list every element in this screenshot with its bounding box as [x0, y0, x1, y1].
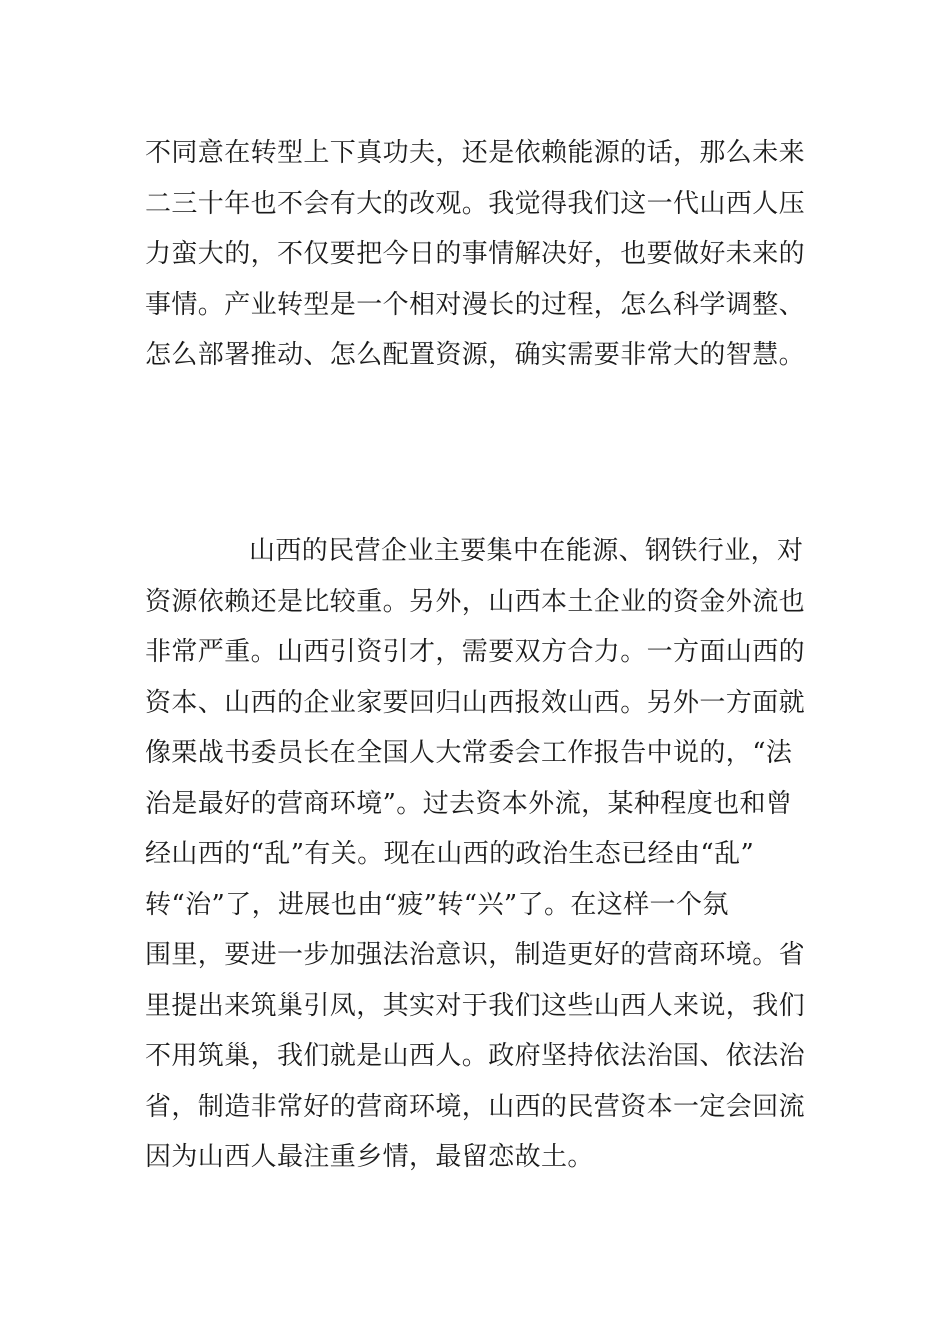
paragraph-line: 里提出来筑巢引凤，其实对于我们这些山西人来说，我们	[145, 990, 806, 1021]
paragraph-line: 像栗战书委员长在全国人大常委会工作报告中说的，“法	[145, 738, 793, 768]
paragraph-line: 怎么部署推动、怎么配置资源，确实需要非常大的智慧。	[145, 340, 806, 370]
paragraph-line: 不同意在转型上下真功夫，还是依赖能源的话，那么未来	[145, 138, 806, 168]
paragraph-line: 资本、山西的企业家要回归山西报效山西。另外一方面就	[145, 687, 806, 718]
paragraph-line: 省，制造非常好的营商环境，山西的民营资本一定会回流	[145, 1091, 806, 1122]
paragraph-line: 力蛮大的，不仅要把今日的事情解决好，也要做好未来的	[145, 239, 806, 269]
paragraph-line: 事情。产业转型是一个相对漫长的过程，怎么科学调整、	[145, 289, 806, 320]
paragraph-line: 治是最好的营商环境”。过去资本外流，某种程度也和曾	[145, 788, 793, 819]
paragraph-2	[145, 526, 810, 1183]
paragraph-line: 因为山西人最注重乡情，最留恋故土。	[145, 1142, 594, 1172]
paragraph-line: 转“治”了，进展也由“疲”转“兴”了。在这样一个氛	[145, 889, 729, 920]
paragraph-line: 资源依赖还是比较重。另外，山西本土企业的资金外流也	[145, 586, 806, 617]
paragraph-line: 非常严重。山西引资引才，需要双方合力。一方面山西的	[145, 637, 806, 667]
paragraph-line: 二三十年也不会有大的改观。我觉得我们这一代山西人压	[145, 188, 806, 219]
paragraph-line: 经山西的“乱”有关。现在山西的政治生态已经由“乱”	[145, 839, 755, 869]
paragraph-1	[145, 128, 810, 381]
paragraph-first-line: 山西的民营企业主要集中在能源、钢铁行业，对	[249, 536, 804, 566]
paragraph-line: 围里，要进一步加强法治意识，制造更好的营商环境。省	[145, 940, 806, 970]
paragraph-line: 不用筑巢，我们就是山西人。政府坚持依法治国、依法治	[145, 1041, 806, 1071]
